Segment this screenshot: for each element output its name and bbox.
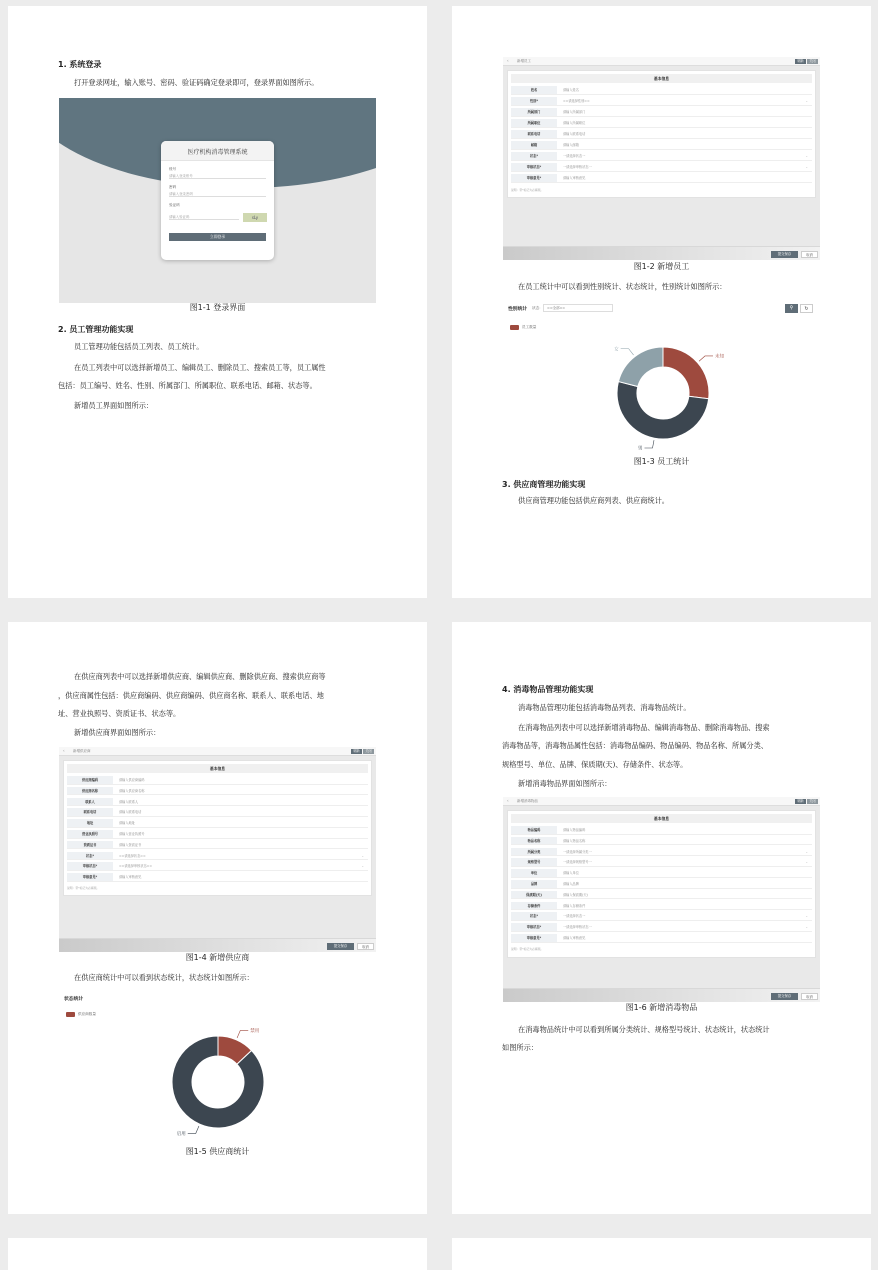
chevron-down-icon[interactable]: ⌄ [805, 154, 808, 158]
slice-label: 女 [614, 347, 619, 353]
paragraph-supplier-1a: 在供应商列表中可以选择新增供应商、编辑供应商、删除供应商、搜索供应商等 [74, 672, 326, 681]
add-employee-screenshot [503, 57, 820, 260]
close-button[interactable]: 关闭 [363, 749, 374, 754]
form-row [511, 902, 812, 911]
form-row [67, 862, 368, 871]
refresh-icon[interactable]: ↻ [800, 304, 813, 313]
form-panel [63, 760, 372, 896]
text-field[interactable]: 请输入存储条件 [563, 903, 586, 908]
form-row [511, 858, 812, 867]
paragraph-items-4b: 如图所示： [502, 1043, 538, 1052]
form-row [67, 841, 368, 850]
field-label: 供应商名称 [67, 787, 113, 795]
form-row [511, 130, 812, 139]
paragraph-login: 打开登录网址，输入账号、密码、验证码确定登录即可，登录界面如图所示。 [74, 78, 319, 87]
chevron-down-icon[interactable]: ⌄ [361, 853, 364, 858]
refresh-button[interactable]: 刷新 [795, 799, 806, 804]
submit-button[interactable]: 提交保存 [327, 943, 354, 950]
refresh-button[interactable]: 刷新 [351, 749, 362, 754]
field-label: 状态* [511, 912, 557, 920]
paragraph-employee-1: 员工管理功能包括员工列表、员工统计。 [74, 342, 204, 351]
select-field[interactable]: ==请选择性别== [563, 99, 590, 103]
form-row [511, 869, 812, 878]
account-label: 账号 [169, 167, 177, 171]
status-filter-select[interactable]: ==全部== [543, 304, 613, 312]
slice-leader-line [645, 440, 654, 448]
text-field[interactable]: 请输入保质期(天) [563, 892, 588, 897]
form-row [511, 837, 812, 846]
figure-caption-3: 图1-3 员工统计 [633, 457, 690, 466]
field-label: 审核意见* [511, 174, 557, 182]
captcha-label: 验证码 [169, 203, 180, 207]
slice-leader-line [237, 1031, 248, 1038]
paragraph-items-2a: 在消毒物品列表中可以选择新增消毒物品、编辑消毒物品、删除消毒物品、搜索 [518, 723, 770, 732]
slice-label: 未知 [715, 354, 725, 360]
text-field[interactable]: 请输入审核意见 [563, 936, 586, 940]
chevron-down-icon[interactable]: ⌄ [805, 849, 808, 854]
form-row [511, 174, 812, 183]
captcha-input[interactable]: 请输入验证码 [169, 213, 239, 220]
field-label: 品牌 [511, 880, 557, 888]
form-note: 说明：带*标记为必填项。 [511, 947, 544, 951]
section-heading-items: 4. 消毒物品管理功能实现 [502, 685, 594, 694]
password-label: 密码 [169, 185, 177, 189]
cancel-button[interactable]: 取消 [357, 943, 374, 950]
field-label: 审核意见* [67, 873, 113, 881]
text-field[interactable]: 请输入审核意见 [119, 875, 142, 880]
section-heading-supplier: 3. 供应商管理功能实现 [502, 480, 586, 489]
employee-stats-screenshot [503, 302, 820, 452]
document-page-1 [8, 6, 427, 598]
select-field[interactable]: 一请选择状态一 [563, 154, 586, 158]
stats-title: 状态统计 [64, 997, 84, 1002]
form-footer [59, 938, 376, 952]
document-page-2 [452, 6, 871, 598]
paragraph-supplier-1c: 址、营业执照号、资质证书、状态等。 [58, 709, 181, 718]
document-page-4 [452, 622, 871, 1214]
field-label: 物品编码 [511, 826, 557, 834]
document-page-6 [452, 1238, 871, 1270]
close-button[interactable]: 关闭 [807, 59, 818, 64]
text-field[interactable]: 请输入地址 [119, 821, 135, 826]
text-field[interactable]: 请输入物品编码 [563, 828, 586, 832]
field-label: 状态* [511, 152, 557, 160]
form-section-title: 基本信息 [511, 74, 812, 83]
chevron-down-icon[interactable]: ⌄ [805, 99, 808, 103]
section-heading-login: 1. 系统登录 [58, 60, 102, 69]
text-field[interactable]: 请输入物品名称 [563, 838, 586, 843]
field-label: 供应商编码 [67, 776, 113, 784]
form-note: 说明：带*标记为必填项。 [67, 886, 100, 890]
select-field[interactable]: 一请选择规格型号一 [563, 860, 592, 865]
close-button[interactable]: 关闭 [807, 799, 818, 804]
form-row [511, 108, 812, 117]
stats-title: 性别统计 [508, 307, 528, 312]
password-input[interactable]: 请输入登录密码 [169, 190, 266, 197]
legend-swatch [66, 1012, 75, 1017]
paragraph-items-3: 新增消毒物品界面如图所示： [518, 779, 612, 788]
paragraph-items-2c: 规格型号、单位、品牌、保质期(天)、存储条件、状态等。 [502, 760, 688, 769]
text-field[interactable]: 请输入邮箱 [563, 143, 579, 147]
form-row [511, 152, 812, 161]
paragraph-stats: 在员工统计中可以看到性别统计、状态统计，性别统计如图所示： [518, 282, 727, 291]
figure-caption-1: 图1-1 登录界面 [189, 303, 246, 312]
field-label: 单位 [511, 869, 557, 877]
text-field[interactable]: 请输入所属职位 [563, 121, 586, 125]
form-row [67, 873, 368, 882]
account-input[interactable]: 请输入登录账号 [169, 172, 266, 179]
figure-caption-4: 图1-4 新增供应商 [185, 953, 250, 962]
text-field[interactable]: 请输入资质证书 [119, 842, 142, 847]
document-page-3 [8, 622, 427, 1214]
cancel-button[interactable]: 取消 [801, 251, 818, 258]
field-label: 存储条件 [511, 902, 557, 910]
text-field[interactable]: 请输入供应商名称 [119, 788, 145, 793]
chevron-down-icon[interactable]: ⌄ [361, 864, 364, 869]
back-icon[interactable]: ‹ [507, 798, 509, 803]
field-label: 性别* [511, 97, 557, 105]
text-field[interactable]: 请输入联系电话 [563, 132, 586, 136]
paragraph-supplier-1b: ，供应商属性包括：供应商编码、供应商编码、供应商名称、联系人、联系电话、地 [58, 691, 324, 700]
legend-label: 员工数量 [522, 325, 537, 329]
field-label: 联系电话 [511, 130, 557, 138]
slice-leader-line [699, 356, 713, 361]
slice-label: 男 [638, 446, 643, 452]
text-field[interactable]: 请输入所属部门 [563, 110, 586, 114]
form-row [511, 880, 812, 889]
form-row [511, 912, 812, 921]
breadcrumb: 新增员工 [517, 59, 531, 63]
login-card [161, 141, 274, 260]
field-label: 所属职位 [511, 119, 557, 127]
donut-slice[interactable] [663, 347, 709, 399]
form-row [511, 848, 812, 857]
form-panel [507, 70, 816, 198]
paragraph-employee-2b: 包括：员工编号、姓名、性别、所属部门、所属职位、联系电话、邮箱、状态等。 [58, 381, 317, 390]
chevron-down-icon[interactable]: ⌄ [805, 860, 808, 865]
form-row [511, 923, 812, 932]
form-topbar [59, 747, 376, 756]
text-field[interactable]: 请输入姓名 [563, 88, 579, 92]
form-topbar [503, 797, 820, 806]
form-row [67, 852, 368, 861]
cancel-button[interactable]: 取消 [801, 993, 818, 1000]
paragraph-supplier-2: 新增供应商界面如图所示： [74, 728, 161, 737]
form-section-title: 基本信息 [511, 814, 812, 823]
form-row [67, 808, 368, 817]
form-section-title: 基本信息 [67, 764, 368, 773]
text-field[interactable]: 请输入品牌 [563, 882, 579, 886]
back-icon[interactable]: ‹ [507, 58, 509, 63]
form-footer [503, 988, 820, 1002]
paragraph-employee-3: 新增员工界面如图所示： [74, 401, 154, 410]
legend-label: 供应商数量 [78, 1012, 96, 1016]
login-title: 医疗机构消毒管理系统 [187, 149, 248, 156]
figure-caption-2: 图1-2 新增员工 [633, 262, 690, 271]
search-icon[interactable]: ⚲ [785, 304, 798, 313]
form-row [67, 798, 368, 807]
form-row [511, 119, 812, 128]
field-label: 资质证书 [67, 841, 113, 849]
field-label: 所属部门 [511, 108, 557, 116]
field-label: 姓名 [511, 86, 557, 94]
supplier-stats-screenshot [59, 992, 376, 1142]
slice-leader-line [188, 1126, 199, 1133]
select-field[interactable]: 一请选择审核状态一 [563, 925, 592, 930]
select-field[interactable]: ==请选择状态== [119, 853, 146, 858]
field-label: 所属分类 [511, 848, 557, 856]
text-field[interactable]: 请输入单位 [563, 871, 579, 876]
field-label: 邮箱 [511, 141, 557, 149]
field-label: 审核状态* [511, 923, 557, 931]
field-label: 物品名称 [511, 837, 557, 845]
chevron-down-icon[interactable]: ⌄ [805, 165, 808, 169]
text-field[interactable]: 请输入联系人 [119, 799, 139, 804]
figure-caption-5: 图1-5 供应商统计 [185, 1147, 250, 1156]
status-filter-label: 状态： [532, 306, 543, 310]
document-page-5 [8, 1238, 427, 1270]
form-row [511, 934, 812, 943]
text-field[interactable]: 请输入营业执照号 [119, 832, 145, 836]
captcha-image[interactable]: sLy [243, 213, 267, 222]
form-row [67, 819, 368, 828]
select-field[interactable]: ==请选择审核状态== [119, 864, 152, 869]
field-label: 审核意见* [511, 934, 557, 942]
paragraph-employee-2a: 在员工列表中可以选择新增员工、编辑员工、删除员工、搜索员工等，员工属性 [74, 363, 326, 372]
login-screenshot [59, 98, 376, 303]
field-label: 联系电话 [67, 808, 113, 816]
field-label: 规格型号 [511, 858, 557, 866]
form-panel [507, 810, 816, 958]
chevron-down-icon[interactable]: ⌄ [805, 914, 808, 919]
field-label: 状态* [67, 852, 113, 860]
add-item-screenshot [503, 797, 820, 1002]
slice-label: 禁用 [250, 1029, 260, 1035]
text-field[interactable]: 请输入供应商编码 [119, 778, 145, 782]
text-field[interactable]: 请输入审核意见 [563, 176, 586, 180]
slice-label: 启用 [176, 1131, 186, 1137]
form-topbar [503, 57, 820, 66]
refresh-button[interactable]: 刷新 [795, 59, 806, 64]
field-label: 地址 [67, 819, 113, 827]
paragraph-items-1: 消毒物品管理功能包括消毒物品列表、消毒物品统计。 [518, 703, 691, 712]
form-row [511, 97, 812, 106]
chevron-down-icon[interactable]: ⌄ [805, 925, 808, 930]
paragraph-supplier-3: 在供应商统计中可以看到状态统计，状态统计如图所示： [74, 973, 254, 982]
paragraph-items-2b: 消毒物品等，消毒物品属性包括：消毒物品编码、物品编码、物品名称、所属分类、 [502, 741, 768, 750]
form-row [67, 776, 368, 785]
donut-slice[interactable] [618, 347, 663, 387]
form-row [511, 163, 812, 172]
back-icon[interactable]: ‹ [63, 748, 65, 753]
submit-button[interactable]: 提交保存 [771, 993, 798, 1000]
breadcrumb: 新增供应商 [73, 749, 91, 753]
gender-donut-chart [563, 332, 763, 452]
text-field[interactable]: 请输入联系电话 [119, 810, 142, 815]
select-field[interactable]: 一请选择审核状态一 [563, 165, 592, 169]
form-row [511, 826, 812, 835]
supplier-status-donut-chart [118, 1020, 318, 1150]
form-row [511, 891, 812, 900]
field-label: 保质期(天) [511, 891, 557, 899]
legend-swatch [510, 325, 519, 330]
form-footer [503, 246, 820, 260]
select-field[interactable]: 一请选择状态一 [563, 914, 586, 919]
section-heading-employee: 2. 员工管理功能实现 [58, 325, 134, 334]
form-row [67, 830, 368, 839]
slice-leader-line [621, 349, 634, 355]
paragraph-supplier: 供应商管理功能包括供应商列表、供应商统计。 [518, 496, 669, 505]
figure-caption-6: 图1-6 新增消毒物品 [625, 1003, 698, 1012]
login-button[interactable]: 立即登录 [169, 233, 266, 241]
add-supplier-screenshot [59, 747, 376, 952]
field-label: 营业执照号 [67, 830, 113, 838]
form-row [511, 86, 812, 95]
breadcrumb: 新增消毒物品 [517, 799, 538, 803]
paragraph-items-4a: 在消毒物品统计中可以看到所属分类统计、规格型号统计、状态统计，状态统计 [518, 1025, 770, 1034]
field-label: 审核状态* [511, 163, 557, 171]
field-label: 审核状态* [67, 862, 113, 870]
submit-button[interactable]: 提交保存 [771, 251, 798, 258]
form-note: 说明：带*标记为必填项。 [511, 188, 544, 192]
form-row [67, 787, 368, 796]
form-row [511, 141, 812, 150]
select-field[interactable]: 一请选择所属分类一 [563, 849, 592, 854]
field-label: 联系人 [67, 798, 113, 806]
